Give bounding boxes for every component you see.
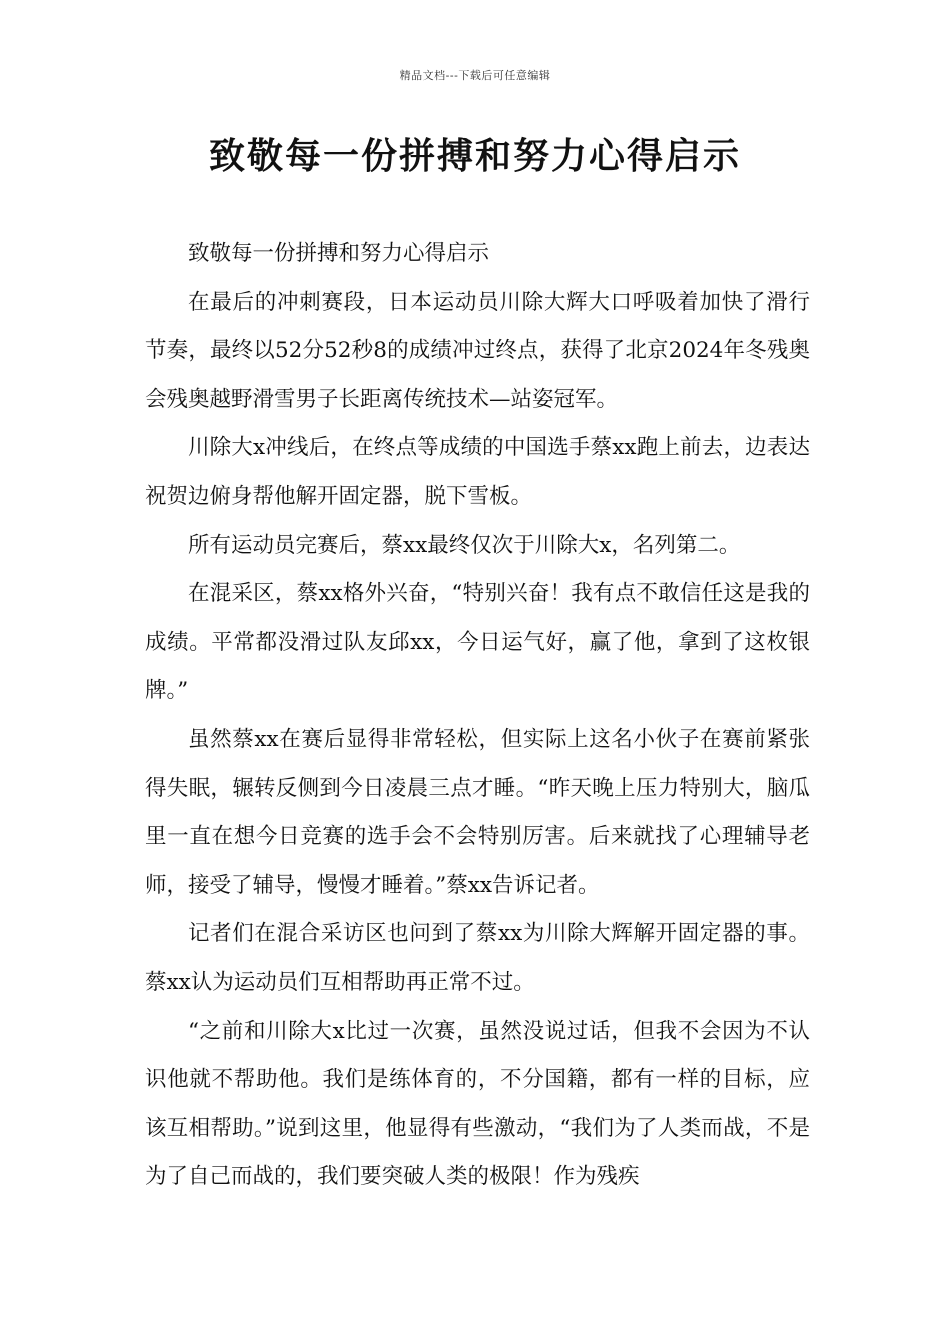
document-body <box>145 230 810 1202</box>
document-title: 致敬每一份拼搏和努力心得启示 <box>208 135 741 177</box>
body-paragraph: 记者们在混合采访区也问到了蔡xx为川除大辉解开固定器的事。蔡xx认为运动员们互相帮助再正常不过。 <box>145 921 810 995</box>
body-paragraph: 虽然蔡xx在赛后显得非常轻松，但实际上这名小伙子在赛前紧张得失眠，辗转反侧到今日凌晨三点才睡。“昨天晚上压力特别大，脑瓜里一直在想今日竞赛的选手会不会特别厉害。后来就找了心理辅导老师，接受了辅导，慢慢才睡着。”蔡xx告诉记者。 <box>145 726 810 898</box>
body-paragraph: 在混采区，蔡xx格外兴奋，“特别兴奋！我有点不敢信任这是我的成绩。平常都没滑过队友邱xx，今日运气好，赢了他，拿到了这枚银牌。” <box>145 581 810 704</box>
body-paragraph: 所有运动员完赛后，蔡xx最终仅次于川除大x，名列第二。 <box>188 532 741 558</box>
body-paragraph: 在最后的冲刺赛段，日本运动员川除大辉大口呼吸着加快了滑行节奏，最终以52分52秒8的成绩冲过终点，获得了北京2024年冬残奥会残奥越野滑雪男子长距离传统技术—站姿冠军。 <box>145 289 810 412</box>
body-paragraph: “之前和川除大x比过一次赛，虽然没说过话，但我不会因为不认识他就不帮助他。我们是练体育的，不分国籍，都有一样的目标，应该互相帮助。”说到这里，他显得有些激动，“我们为了人类而战，不是为了自己而战的，我们要突破人类的极限！作为残疾 <box>145 1018 810 1190</box>
body-paragraph: 川除大x冲线后，在终点等成绩的中国选手蔡xx跑上前去，边表达祝贺边俯身帮他解开固定器，脱下雪板。 <box>145 435 810 509</box>
header-note: 精品文档---下载后可任意编辑 <box>399 69 551 82</box>
body-paragraph: 致敬每一份拼搏和努力心得启示 <box>188 241 490 266</box>
